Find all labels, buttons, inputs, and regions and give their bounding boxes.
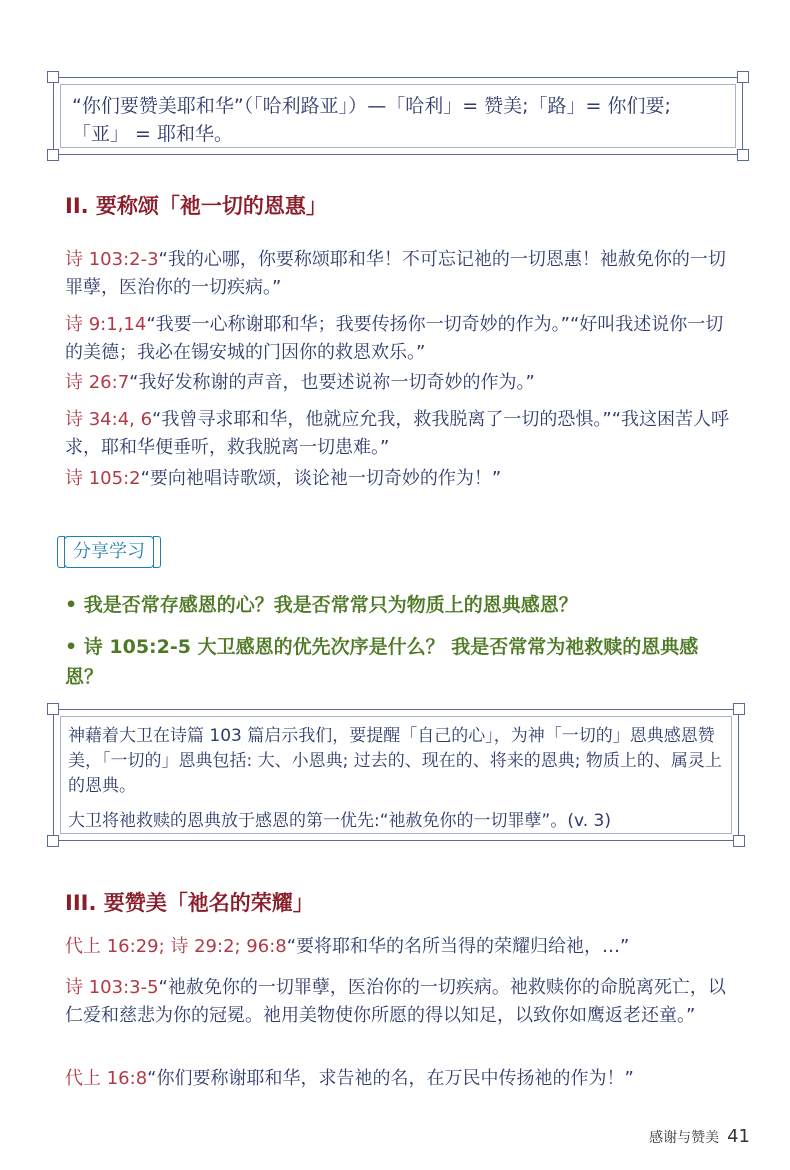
- intro-callout-text: “你们要赞美耶和华”（「哈利路亚」）—「哈利」= 赞美;「路」= 你们要; 「亚」 = 耶和华。: [72, 95, 671, 145]
- verse-text: “你们要称谢耶和华，求告祂的名，在万民中传扬祂的作为！”: [147, 1068, 634, 1089]
- reflection-box: [53, 709, 739, 841]
- verse-text: “我好发称谢的声音，也要述说祢一切奇妙的作为。”: [129, 372, 535, 393]
- share-study-tag: [64, 536, 154, 568]
- section-heading-2: II. 要称颂「祂一切的恩惠」: [65, 194, 327, 218]
- verse-item: [65, 933, 733, 961]
- verse-text: “要向祂唱诗歌颂，谈论祂一切奇妙的作为！”: [140, 468, 502, 489]
- page-footer: [649, 1126, 750, 1147]
- verse-item: [65, 369, 733, 397]
- intro-callout-box: [53, 77, 743, 155]
- verse-text: “我曾寻求耶和华，他就应允我，救我脱离了一切的恐惧。”“我这困苦人呼求，耶和华便垂听，救我脱离一切患难。”: [65, 409, 730, 458]
- verse-ref: 诗 105:2: [65, 468, 141, 489]
- discussion-question: • 诗 105:2-5 大卫感恩的优先次序是什么？ 我是否常常为祂救赎的恩典感恩？: [65, 636, 699, 688]
- verse-text: “我的心哪，你要称颂耶和华！不可忘记祂的一切恩惠！祂赦免你的一切罪孽，医治你的一切疾病。”: [65, 249, 726, 298]
- share-study-label: 分享学习: [73, 541, 145, 562]
- verse-text: “要将耶和华的名所当得的荣耀归给祂，…”: [286, 936, 630, 957]
- verse-item: [65, 465, 733, 493]
- verse-ref: 诗 26:7: [65, 372, 130, 393]
- discussion-question: • 我是否常存感恩的心？我是否常常只为物质上的恩典感恩？: [65, 594, 578, 616]
- verse-item: [65, 974, 733, 1030]
- verse-item: [65, 311, 733, 367]
- verse-item: [65, 406, 733, 462]
- verse-ref: 诗 103:2-3: [65, 249, 159, 270]
- verse-ref: 诗 34:4, 6: [65, 409, 153, 430]
- section-heading-3: III. 要赞美「祂名的荣耀」: [65, 891, 314, 915]
- verse-ref: 代上 16:29; 诗 29:2; 96:8: [65, 936, 287, 957]
- reflection-paragraph: 神藉着大卫在诗篇 103 篇启示我们，要提醒「自己的心」，为神「一切的」恩典感恩赞美，「一切的」恩典包括: 大、小恩典; 过去的、现在的、将来的恩典; 物质上的、属灵上的恩典。: [68, 726, 722, 796]
- reflection-paragraph: 大卫将祂救赎的恩典放于感恩的第一优先:“祂赦免你的一切罪孽”。(v. 3): [68, 811, 611, 831]
- verse-text: “我要一心称谢耶和华；我要传扬你一切奇妙的作为。”“好叫我述说你一切的美德；我必在锡安城的门因你的救恩欢乐。”: [65, 314, 724, 363]
- footer-title: 感谢与赞美: [649, 1130, 720, 1146]
- verse-item: [65, 246, 733, 302]
- verse-ref: 诗 9:1,14: [65, 314, 147, 335]
- verse-item: [65, 1065, 733, 1093]
- verse-text: “祂赦免你的一切罪孽，医治你的一切疾病。祂救赎你的命脱离死亡，以仁爱和慈悲为你的冠冕。祂用美物使你所愿的得以知足，以致你如鹰返老还童。”: [65, 977, 726, 1026]
- verse-ref: 诗 103:3-5: [65, 977, 159, 998]
- verse-ref: 代上 16:8: [65, 1068, 148, 1089]
- page-number: 41: [727, 1126, 750, 1147]
